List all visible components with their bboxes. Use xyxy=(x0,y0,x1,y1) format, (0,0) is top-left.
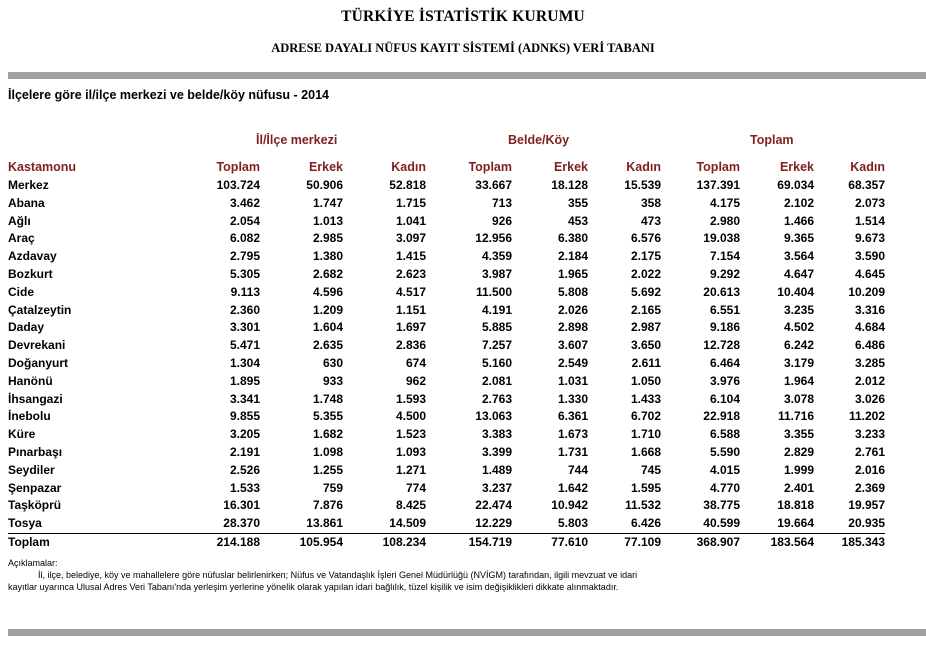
table-row xyxy=(8,213,885,231)
population-cell: 6.588 xyxy=(709,427,740,442)
column-header-merkez-erkek: Erkek xyxy=(308,160,343,174)
group-header-belde-koy: Belde/Köy xyxy=(508,133,570,147)
population-cell: 1.098 xyxy=(312,444,343,459)
population-cell: 12.956 xyxy=(475,231,512,246)
table-row xyxy=(8,462,885,480)
population-cell: 19.664 xyxy=(777,516,814,531)
population-cell: 933 xyxy=(322,373,343,388)
district-name: Seydiler xyxy=(8,462,55,477)
column-header-belde-kadin: Kadın xyxy=(626,160,661,174)
population-cell: 154.719 xyxy=(426,533,512,551)
column-header-toplam-kadin: Kadın xyxy=(850,160,885,174)
bottom-divider xyxy=(8,629,926,636)
population-cell: 214.188 xyxy=(128,533,260,551)
population-cell: 6.380 xyxy=(557,231,588,246)
column-header-toplam-erkek: Erkek xyxy=(779,160,814,174)
population-cell: 6.464 xyxy=(709,355,740,370)
population-cell: 1.380 xyxy=(312,249,343,264)
population-cell: 5.471 xyxy=(229,338,260,353)
table-row xyxy=(8,408,885,426)
population-cell: 2.623 xyxy=(395,266,426,281)
population-cell: 9.855 xyxy=(229,409,260,424)
table-row xyxy=(8,284,885,302)
population-cell: 3.316 xyxy=(854,302,885,317)
population-cell: 774 xyxy=(405,480,426,495)
population-cell: 4.500 xyxy=(395,409,426,424)
population-cell: 108.234 xyxy=(343,533,426,551)
population-cell: 4.359 xyxy=(481,249,512,264)
table-row xyxy=(8,426,885,444)
population-cell: 3.650 xyxy=(630,338,661,353)
population-cell: 4.015 xyxy=(709,462,740,477)
district-name: Pınarbaşı xyxy=(8,444,63,459)
population-cell: 1.593 xyxy=(395,391,426,406)
district-name: Çatalzeytin xyxy=(8,302,72,317)
note-line-2: kayıtlar uyarınca Ulusal Adres Veri Tabanı'nda yerleşim yerlerine yönelik olarak yapılan idari bağlılık, tüzel kişilik ve isim değişiklikleri dikkate alınmaktadır. xyxy=(8,582,619,592)
population-cell: 20.613 xyxy=(703,284,740,299)
column-header-belde-toplam: Toplam xyxy=(468,160,512,174)
population-cell: 11.716 xyxy=(777,409,814,424)
population-cell: 2.898 xyxy=(557,320,588,335)
population-cell: 5.692 xyxy=(630,284,661,299)
district-name: Araç xyxy=(8,231,35,246)
population-cell: 9.673 xyxy=(854,231,885,246)
population-cell: 355 xyxy=(567,195,588,210)
district-name: Cide xyxy=(8,284,35,299)
table-row xyxy=(8,230,885,248)
population-cell: 77.610 xyxy=(512,533,588,551)
population-cell: 4.770 xyxy=(709,480,740,495)
population-cell: 33.667 xyxy=(475,178,512,192)
population-cell: 630 xyxy=(322,355,343,370)
population-cell: 10.404 xyxy=(777,284,814,299)
column-header-province: Kastamonu xyxy=(8,160,77,174)
population-cell: 1.330 xyxy=(557,391,588,406)
population-cell: 52.818 xyxy=(389,178,426,192)
population-cell: 18.128 xyxy=(551,178,588,192)
population-cell: 1.682 xyxy=(312,427,343,442)
population-cell: 3.235 xyxy=(783,302,814,317)
population-cell: 2.836 xyxy=(395,338,426,353)
population-cell: 2.022 xyxy=(630,266,661,281)
population-cell: 6.551 xyxy=(709,302,740,317)
population-cell: 6.104 xyxy=(709,391,740,406)
population-cell: 759 xyxy=(322,480,343,495)
population-cell: 1.642 xyxy=(557,480,588,495)
population-cell: 13.861 xyxy=(306,516,343,531)
district-name: Tosya xyxy=(8,516,42,531)
population-cell: 3.078 xyxy=(783,391,814,406)
population-cell: 2.191 xyxy=(229,444,260,459)
population-cell: 6.576 xyxy=(630,231,661,246)
population-cell: 40.599 xyxy=(703,516,740,531)
table-row xyxy=(8,195,885,213)
population-cell: 77.109 xyxy=(588,533,661,551)
population-cell: 2.980 xyxy=(709,213,740,228)
population-cell: 1.013 xyxy=(312,213,343,228)
population-cell: 1.533 xyxy=(229,480,260,495)
population-cell: 11.532 xyxy=(624,498,661,513)
district-name: Azdavay xyxy=(8,249,57,264)
population-cell: 4.684 xyxy=(854,320,885,335)
column-header-toplam-toplam: Toplam xyxy=(696,160,740,174)
population-cell: 2.635 xyxy=(312,338,343,353)
population-cell: 1.489 xyxy=(481,462,512,477)
population-cell: 9.186 xyxy=(709,320,740,335)
population-cell: 1.748 xyxy=(312,391,343,406)
population-cell: 1.747 xyxy=(312,195,343,210)
population-cell: 962 xyxy=(405,373,426,388)
population-cell: 3.607 xyxy=(557,338,588,353)
population-cell: 3.976 xyxy=(709,373,740,388)
district-name: Şenpazar xyxy=(8,480,62,495)
population-cell: 3.026 xyxy=(854,391,885,406)
population-cell: 2.401 xyxy=(783,480,814,495)
population-cell: 1.523 xyxy=(395,427,426,442)
population-cell: 1.604 xyxy=(312,320,343,335)
population-cell: 68.357 xyxy=(848,178,885,192)
population-cell: 6.486 xyxy=(854,338,885,353)
population-cell: 10.209 xyxy=(848,284,885,299)
table-row xyxy=(8,391,885,409)
population-cell: 2.175 xyxy=(630,249,661,264)
population-cell: 7.257 xyxy=(481,338,512,353)
population-cell: 69.034 xyxy=(777,178,814,192)
district-name: Daday xyxy=(8,320,45,335)
table-row xyxy=(8,319,885,337)
population-cell: 103.724 xyxy=(216,178,260,192)
population-cell: 1.466 xyxy=(783,213,814,228)
population-cell: 1.715 xyxy=(395,195,426,210)
population-cell: 5.305 xyxy=(229,266,260,281)
population-cell: 674 xyxy=(405,355,426,370)
population-cell: 3.233 xyxy=(854,427,885,442)
population-cell: 4.175 xyxy=(709,195,740,210)
population-cell: 183.564 xyxy=(740,533,814,551)
population-cell: 3.462 xyxy=(229,195,260,210)
column-header-merkez-kadin: Kadın xyxy=(391,160,426,174)
district-name: Devrekani xyxy=(8,338,66,353)
population-cell: 368.907 xyxy=(661,533,740,551)
population-cell: 5.885 xyxy=(481,320,512,335)
population-cell: 11.202 xyxy=(848,409,885,424)
population-cell: 2.012 xyxy=(854,373,885,388)
population-cell: 28.370 xyxy=(223,516,260,531)
population-cell: 3.987 xyxy=(481,266,512,281)
table-row xyxy=(8,515,885,533)
population-cell: 5.590 xyxy=(709,444,740,459)
population-cell: 2.987 xyxy=(630,320,661,335)
district-name: Bozkurt xyxy=(8,266,53,281)
database-title: ADRESE DAYALI NÜFUS KAYIT SİSTEMİ (ADNKS) VERİ TABANI xyxy=(271,41,655,55)
population-cell: 4.645 xyxy=(854,266,885,281)
population-cell: 3.301 xyxy=(229,320,260,335)
top-divider xyxy=(8,72,926,79)
population-cell: 2.763 xyxy=(481,391,512,406)
population-cell: 2.761 xyxy=(854,444,885,459)
population-cell: 3.237 xyxy=(481,480,512,495)
table-row xyxy=(8,248,885,266)
population-cell: 137.391 xyxy=(696,178,740,192)
district-name: Toplam xyxy=(8,533,128,551)
population-cell: 4.647 xyxy=(783,266,814,281)
district-name: Ağlı xyxy=(8,213,31,228)
group-header-toplam: Toplam xyxy=(750,133,794,147)
district-name: Abana xyxy=(8,195,45,210)
population-cell: 1.595 xyxy=(630,480,661,495)
population-cell: 22.474 xyxy=(475,498,512,513)
district-name: İhsangazi xyxy=(8,391,63,406)
population-cell: 6.082 xyxy=(229,231,260,246)
column-header-merkez-toplam: Toplam xyxy=(216,160,260,174)
population-cell: 2.102 xyxy=(783,195,814,210)
population-cell: 2.184 xyxy=(557,249,588,264)
population-cell: 50.906 xyxy=(306,178,343,192)
population-cell: 1.093 xyxy=(395,444,426,459)
population-cell: 3.564 xyxy=(783,249,814,264)
population-cell: 22.918 xyxy=(703,409,740,424)
population-cell: 3.383 xyxy=(481,427,512,442)
population-cell: 1.271 xyxy=(395,462,426,477)
population-cell: 9.113 xyxy=(230,284,260,299)
population-cell: 9.292 xyxy=(709,266,740,281)
table-total-row xyxy=(8,533,885,551)
table-row xyxy=(8,480,885,498)
population-cell: 9.365 xyxy=(783,231,814,246)
population-cell: 2.073 xyxy=(854,195,885,210)
population-cell: 2.829 xyxy=(783,444,814,459)
group-header-merkez: İl/İlçe merkezi xyxy=(256,133,338,147)
population-cell: 15.539 xyxy=(624,178,661,192)
population-cell: 16.301 xyxy=(223,498,260,513)
table-row xyxy=(8,302,885,320)
population-cell: 6.361 xyxy=(557,409,588,424)
district-name: İnebolu xyxy=(8,409,51,424)
population-cell: 1.151 xyxy=(395,302,426,317)
population-cell: 1.999 xyxy=(783,462,814,477)
population-cell: 1.050 xyxy=(630,373,661,388)
population-cell: 2.611 xyxy=(631,355,661,370)
population-cell: 11.500 xyxy=(475,284,512,299)
population-cell: 6.242 xyxy=(783,338,814,353)
population-cell: 6.702 xyxy=(630,409,661,424)
population-cell: 453 xyxy=(567,213,588,228)
population-cell: 13.063 xyxy=(475,409,512,424)
population-cell: 4.596 xyxy=(312,284,343,299)
population-cell: 20.935 xyxy=(848,516,885,531)
population-cell: 19.038 xyxy=(703,231,740,246)
note-line-1: İl, ilçe, belediye, köy ve mahallelere göre nüfuslar belirlenirken; Nüfus ve Vatandaşlık İşleri Genel Müdürlüğü (NVİGM) tarafından, ilgili mevzuat ve idari xyxy=(38,570,638,580)
population-table xyxy=(8,177,885,552)
district-name: Taşköprü xyxy=(8,498,62,513)
population-cell: 19.957 xyxy=(848,498,885,513)
column-header-belde-erkek: Erkek xyxy=(553,160,588,174)
district-name: Hanönü xyxy=(8,373,53,388)
org-title: TÜRKİYE İSTATİSTİK KURUMU xyxy=(341,8,585,25)
district-name: Doğanyurt xyxy=(8,355,68,370)
population-cell: 5.160 xyxy=(481,355,512,370)
population-cell: 2.054 xyxy=(229,213,260,228)
population-cell: 185.343 xyxy=(814,533,885,551)
population-cell: 105.954 xyxy=(260,533,343,551)
district-name: Merkez xyxy=(8,178,49,192)
population-cell: 2.795 xyxy=(229,249,260,264)
population-cell: 1.965 xyxy=(557,266,588,281)
population-cell: 1.964 xyxy=(783,373,814,388)
population-cell: 2.985 xyxy=(312,231,343,246)
table-row xyxy=(8,373,885,391)
district-name: Küre xyxy=(8,427,36,442)
population-cell: 473 xyxy=(640,213,661,228)
population-cell: 358 xyxy=(640,195,661,210)
population-cell: 14.509 xyxy=(389,516,426,531)
population-cell: 2.016 xyxy=(854,462,885,477)
population-cell: 1.031 xyxy=(557,373,588,388)
population-cell: 12.728 xyxy=(703,338,740,353)
population-cell: 744 xyxy=(567,462,588,477)
population-cell: 7.876 xyxy=(312,498,343,513)
population-cell: 4.191 xyxy=(481,302,512,317)
population-cell: 1.415 xyxy=(395,249,426,264)
population-cell: 3.205 xyxy=(229,427,260,442)
population-cell: 1.673 xyxy=(557,427,588,442)
population-cell: 5.803 xyxy=(557,516,588,531)
table-row xyxy=(8,177,885,195)
population-cell: 1.255 xyxy=(312,462,343,477)
table-row xyxy=(8,355,885,373)
table-row xyxy=(8,337,885,355)
notes-label: Açıklamalar: xyxy=(8,558,58,568)
table-row xyxy=(8,266,885,284)
population-cell: 3.355 xyxy=(783,427,814,442)
population-cell: 1.895 xyxy=(229,373,260,388)
population-cell: 3.179 xyxy=(783,355,814,370)
population-cell: 5.808 xyxy=(557,284,588,299)
population-cell: 1.697 xyxy=(395,320,426,335)
population-cell: 38.775 xyxy=(703,498,740,513)
population-cell: 745 xyxy=(640,462,661,477)
population-cell: 2.526 xyxy=(229,462,260,477)
population-cell: 3.590 xyxy=(854,249,885,264)
population-cell: 3.285 xyxy=(854,355,885,370)
population-cell: 3.097 xyxy=(395,231,426,246)
population-cell: 1.668 xyxy=(630,444,661,459)
population-cell: 2.549 xyxy=(557,355,588,370)
population-cell: 5.355 xyxy=(312,409,343,424)
population-cell: 8.425 xyxy=(395,498,426,513)
population-cell: 6.426 xyxy=(630,516,661,531)
population-cell: 2.360 xyxy=(229,302,260,317)
population-cell: 2.682 xyxy=(312,266,343,281)
population-cell: 3.341 xyxy=(229,391,260,406)
population-cell: 18.818 xyxy=(777,498,814,513)
population-cell: 3.399 xyxy=(481,444,512,459)
population-cell: 1.304 xyxy=(229,355,260,370)
population-cell: 12.229 xyxy=(475,516,512,531)
population-cell: 4.517 xyxy=(395,284,426,299)
population-cell: 7.154 xyxy=(709,249,740,264)
population-cell: 1.433 xyxy=(630,391,661,406)
population-cell: 1.041 xyxy=(395,213,426,228)
population-cell: 1.731 xyxy=(557,444,588,459)
population-cell: 2.369 xyxy=(854,480,885,495)
population-cell: 1.209 xyxy=(312,302,343,317)
table-row xyxy=(8,444,885,462)
population-cell: 2.165 xyxy=(630,302,661,317)
population-cell: 926 xyxy=(491,213,512,228)
population-cell: 713 xyxy=(491,195,512,210)
population-cell: 1.514 xyxy=(854,213,885,228)
table-subtitle: İlçelere göre il/ilçe merkezi ve belde/köy nüfusu - 2014 xyxy=(8,88,329,102)
population-cell: 1.710 xyxy=(630,427,661,442)
table-row xyxy=(8,497,885,515)
population-cell: 2.081 xyxy=(481,373,512,388)
population-cell: 10.942 xyxy=(551,498,588,513)
population-cell: 2.026 xyxy=(557,302,588,317)
population-cell: 4.502 xyxy=(783,320,814,335)
